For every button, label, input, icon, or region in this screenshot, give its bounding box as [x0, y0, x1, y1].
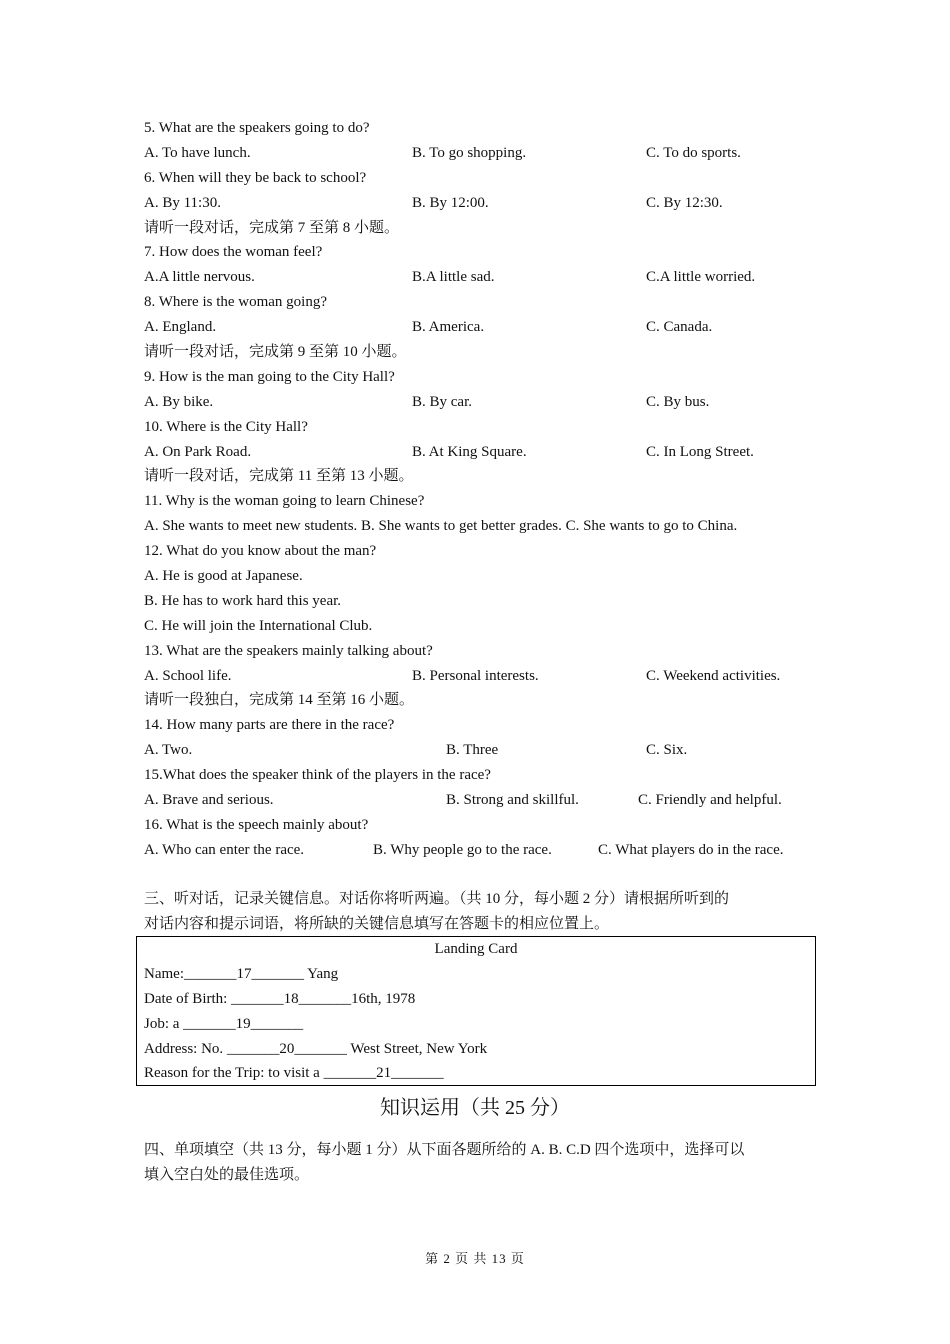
options-5 — [144, 141, 824, 166]
option-a: A. On Park Road. — [144, 443, 252, 460]
option-b: B. Why people go to the race. — [373, 841, 552, 858]
instruction-note: 请听一段独白，完成第 14 至第 16 小题。 — [144, 692, 415, 709]
option-c: C. In Long Street. — [646, 443, 754, 460]
option-c: C. What players do in the race. — [598, 841, 784, 858]
option-a: A. School life. — [144, 667, 232, 684]
options-9 — [144, 390, 824, 415]
option-a: A. He is good at Japanese. — [144, 568, 303, 585]
option-c: C. He will join the International Club. — [144, 617, 373, 634]
option-c: C.A little worried. — [646, 269, 756, 286]
options-6 — [144, 191, 824, 216]
page-footer: 第 2 页 共 13 页 — [425, 1251, 525, 1266]
option-a: A. Brave and serious. — [144, 792, 274, 809]
option-b: B. He has to work hard this year. — [144, 592, 342, 609]
question-16: 16. What is the speech mainly about? — [144, 816, 369, 833]
option-b: B.A little sad. — [412, 269, 495, 286]
option-b: B. America. — [412, 319, 485, 336]
option-c: C. Friendly and helpful. — [638, 792, 782, 809]
question-12: 12. What do you know about the man? — [144, 543, 377, 560]
question-13: 13. What are the speakers mainly talking about? — [144, 642, 433, 659]
question-15: 15.What does the speaker think of the players in the race? — [144, 767, 491, 784]
option-b: B. At King Square. — [412, 443, 527, 460]
instruction-note: 请听一段对话，完成第 11 至第 13 小题。 — [144, 468, 414, 485]
question-9: 9. How is the man going to the City Hall? — [144, 368, 395, 385]
option-b: B. To go shopping. — [412, 144, 527, 161]
option-c: C. Six. — [646, 742, 688, 759]
option-b: B. Three — [446, 742, 499, 759]
section-heading: 知识运用（共 25 分） — [380, 1097, 570, 1119]
option-c: C. Weekend activities. — [646, 667, 781, 684]
option-b: B. By car. — [412, 393, 472, 410]
option-a: A.A little nervous. — [144, 269, 255, 286]
questions-block — [144, 116, 824, 937]
landing-card-row: Address: No. _______20_______ West Street, New York — [144, 1040, 488, 1057]
options-10 — [144, 440, 824, 465]
option-a: A. To have lunch. — [144, 144, 251, 161]
landing-card-row: Job: a _______19_______ — [144, 1015, 304, 1032]
landing-card-row: Date of Birth: _______18_______16th, 1978 — [144, 990, 416, 1007]
options-15 — [144, 788, 824, 813]
options-11: A. She wants to meet new students. B. She wants to get better grades. C. She wants to go to China. — [144, 518, 738, 535]
option-b: B. Personal interests. — [412, 667, 539, 684]
options-7 — [144, 265, 824, 290]
option-b: B. By 12:00. — [412, 194, 489, 211]
question-8: 8. Where is the woman going? — [144, 294, 328, 311]
question-11: 11. Why is the woman going to learn Chinese? — [144, 493, 425, 510]
option-a: A. Who can enter the race. — [144, 841, 305, 858]
option-a: A. England. — [144, 319, 217, 336]
question-6: 6. When will they be back to school? — [144, 169, 367, 186]
landing-card-row: Name:_______17_______ Yang — [144, 965, 339, 982]
options-14 — [144, 738, 824, 763]
options-16 — [144, 838, 824, 863]
instruction-note: 请听一段对话，完成第 9 至第 10 小题。 — [144, 344, 407, 361]
option-a: A. By bike. — [144, 393, 214, 410]
option-c: C. Canada. — [646, 319, 713, 336]
landing-card-row: Reason for the Trip: to visit a _______21_______ — [144, 1065, 444, 1082]
landing-card-title: Landing Card — [434, 941, 518, 957]
question-14: 14. How many parts are there in the race? — [144, 717, 395, 734]
option-a: A. Two. — [144, 742, 193, 759]
options-8 — [144, 315, 824, 340]
options-13 — [144, 664, 824, 689]
option-c: C. By 12:30. — [646, 194, 723, 211]
question-7: 7. How does the woman feel? — [144, 244, 323, 261]
landing-card — [136, 936, 816, 1086]
section3-instruction: 对话内容和提示词语，将所缺的关键信息填写在答题卡的相应位置上。 — [144, 915, 610, 932]
option-c: C. By bus. — [646, 393, 710, 410]
option-a: A. By 11:30. — [144, 194, 221, 211]
question-5: 5. What are the speakers going to do? — [144, 120, 370, 136]
section4-instruction: 四、单项填空（共 13 分，每小题 1 分）从下面各题所给的 A. B. C.D 四个选项中，选择可以 填入空白处的最佳选项。 — [144, 1142, 745, 1183]
option-b: B. Strong and skillful. — [446, 792, 579, 809]
section3-instruction: 三、听对话，记录关键信息。对话你将听两遍。（共 10 分，每小题 2 分）请根据所听到的 — [144, 890, 730, 907]
instruction-note: 请听一段对话，完成第 7 至第 8 小题。 — [144, 219, 400, 236]
question-10: 10. Where is the City Hall? — [144, 418, 308, 435]
option-c: C. To do sports. — [646, 144, 741, 161]
